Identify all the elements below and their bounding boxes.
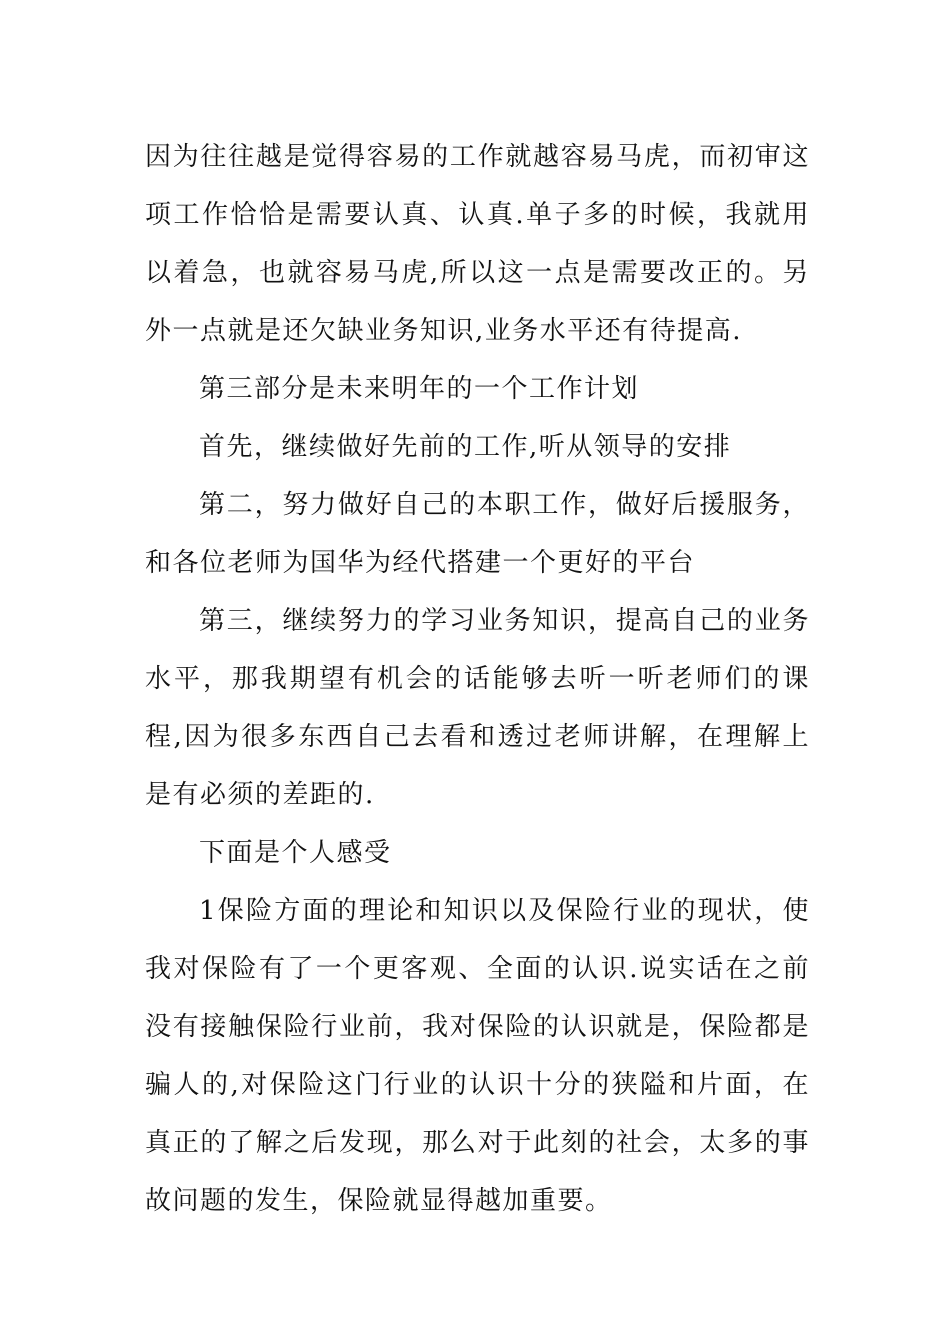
paragraph-4: 第二，努力做好自己的本职工作，做好后援服务，和各位老师为国华为经代搭建一个更好的平台 [145,490,810,578]
paragraph-6: 下面是个人感受 [199,838,392,868]
paragraph-2: 第三部分是未来明年的一个工作计划 [199,374,640,404]
paragraph-5: 第三，继续努力的学习业务知识，提高自己的业务水平，那我期望有机会的话能够去听一听老师们的课程,因为很多东西自己去看和透过老师讲解，在理解上是有必须的差距的. [145,606,810,810]
document-body [145,128,810,1230]
paragraph-3: 首先，继续做好先前的工作,听从领导的安排 [199,432,732,462]
paragraph-7: 1保险方面的理论和知识以及保险行业的现状，使我对保险有了一个更客观、全面的认识.说实话在之前没有接触保险行业前，我对保险的认识就是，保险都是骗人的,对保险这门行业的认识十分的狭隘和片面，在真正的了解之后发现，那么对于此刻的社会，太多的事故问题的发生，保险就显得越加重要。 [145,896,810,1216]
paragraph-1: 因为往往越是觉得容易的工作就越容易马虎，而初审这项工作恰恰是需要认真、认真.单子多的时候，我就用以着急，也就容易马虎,所以这一点是需要改正的。另外一点就是还欠缺业务知识,业务水平还有待提高. [145,142,810,346]
